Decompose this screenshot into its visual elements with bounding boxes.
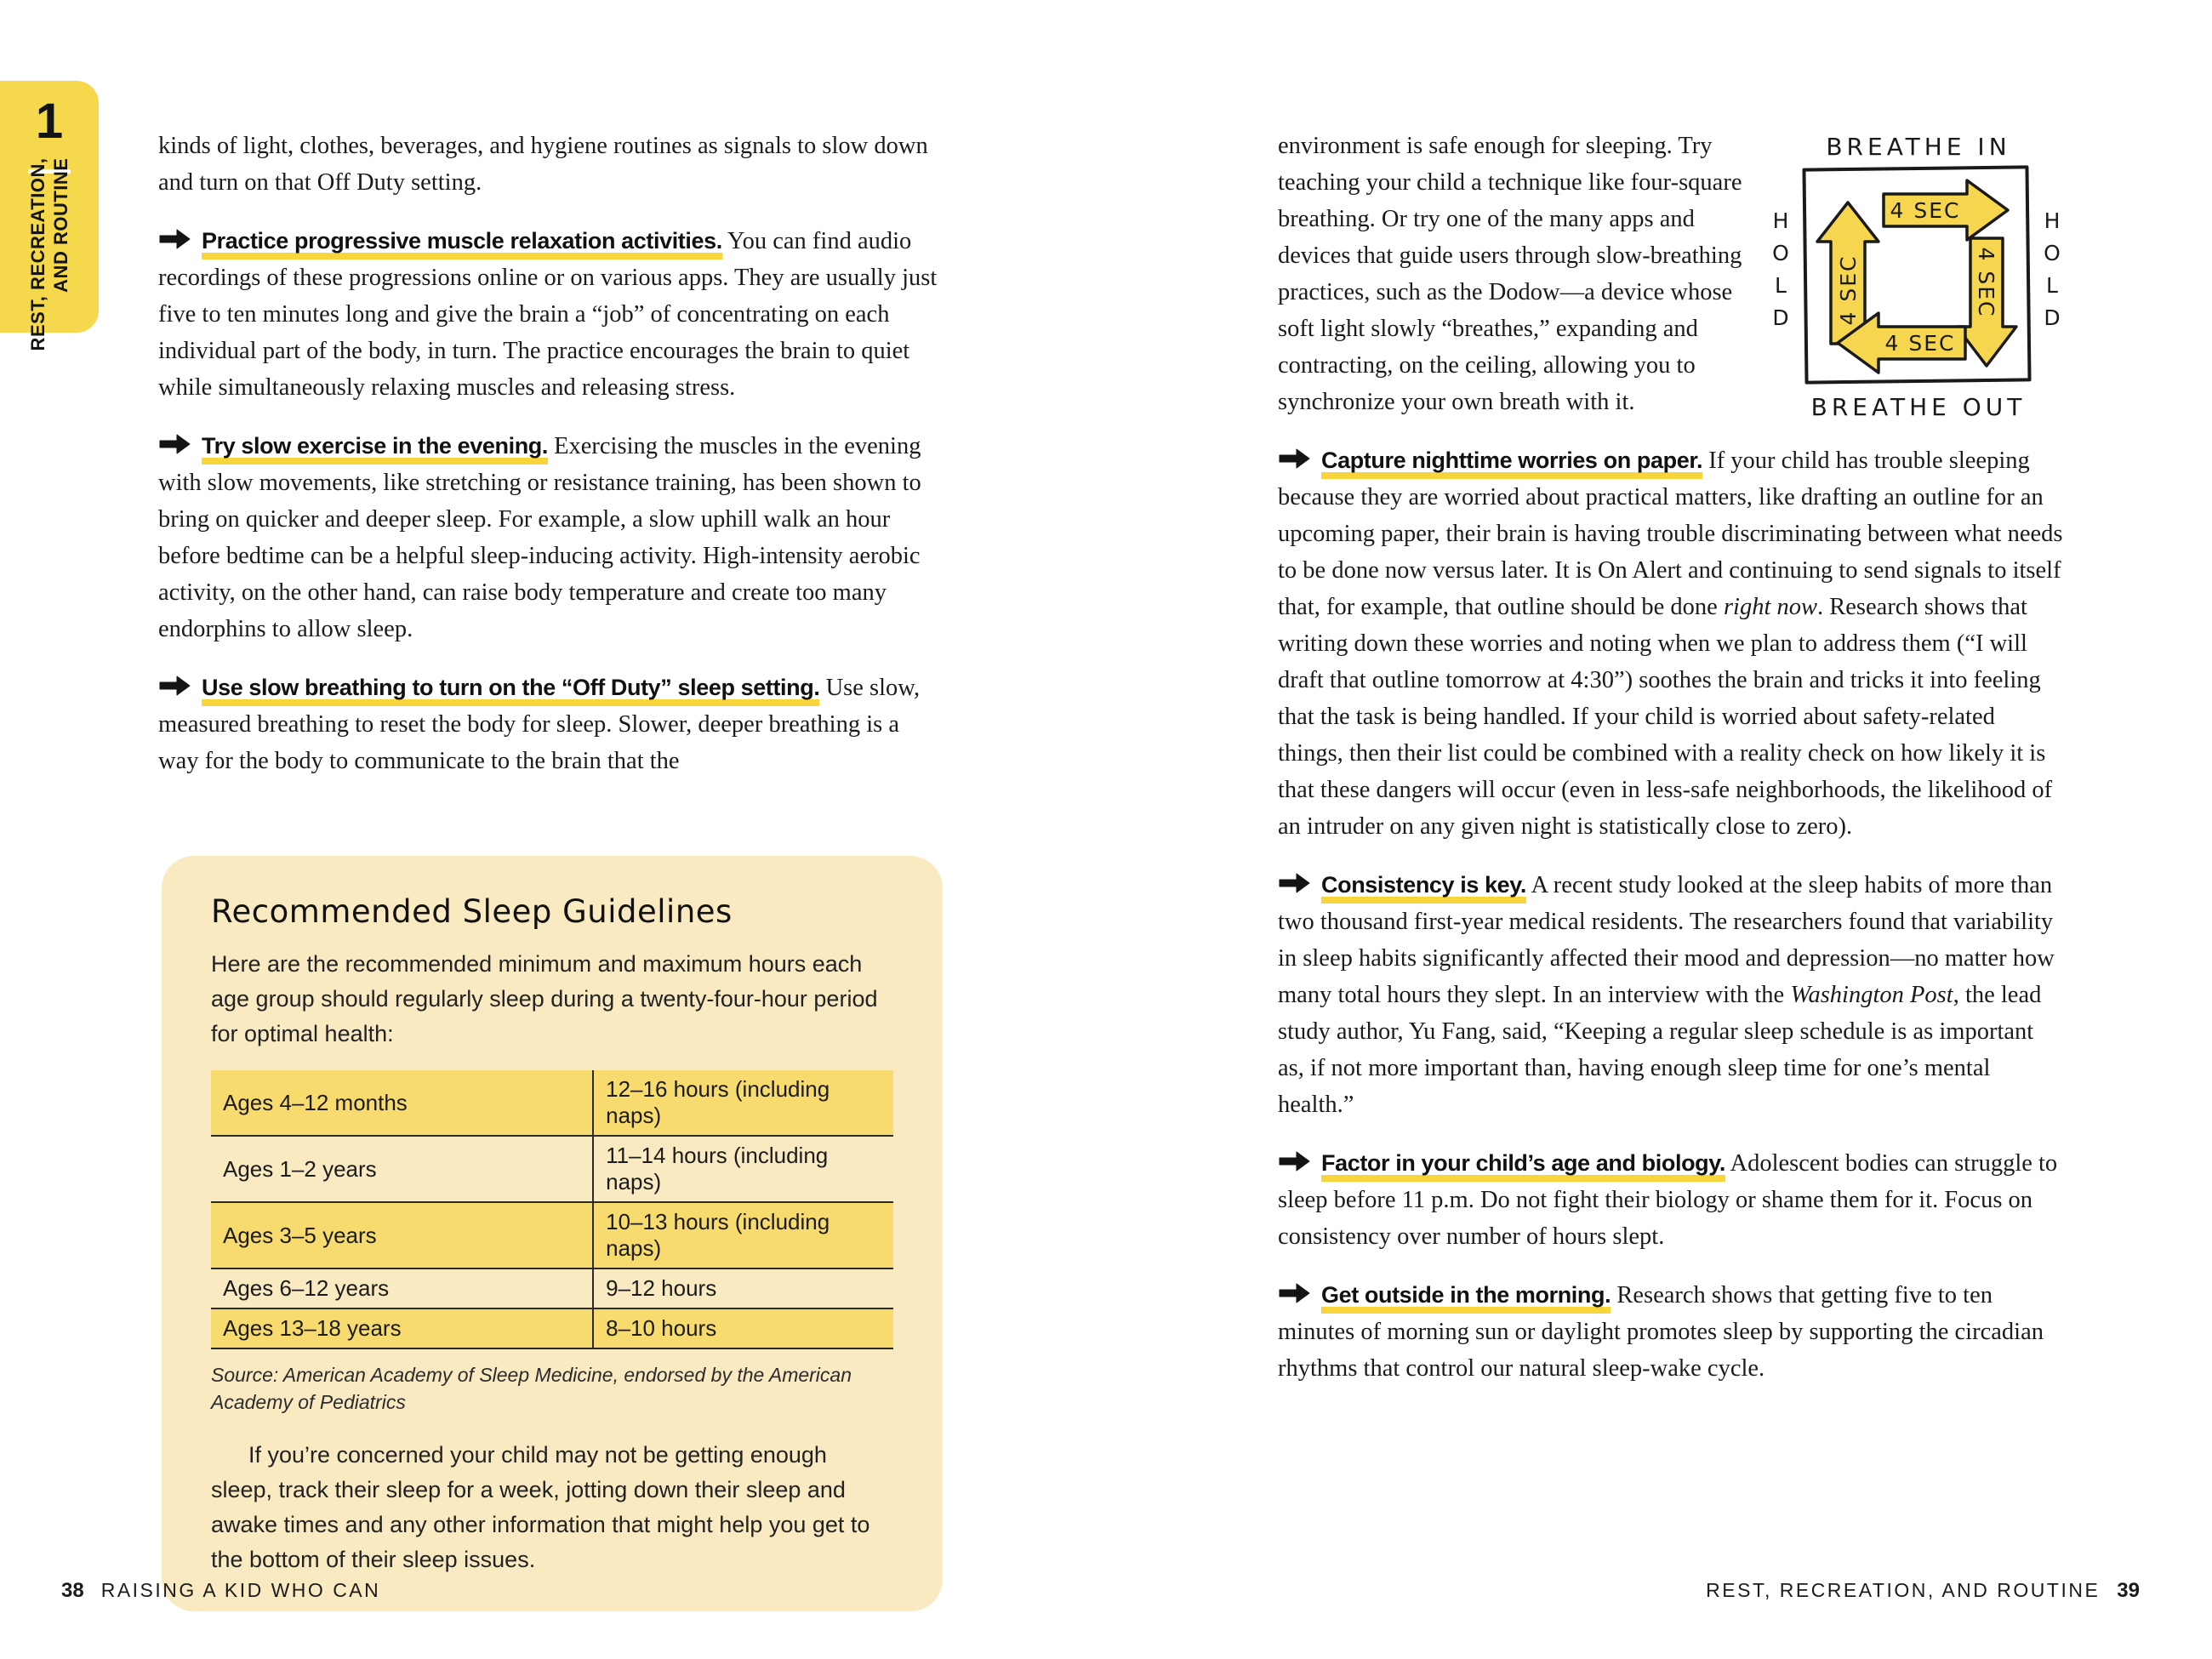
arrow-bullet-icon	[1278, 447, 1310, 470]
age-cell: Ages 6–12 years	[211, 1268, 593, 1308]
bullet-body: Research shows that getting five to ten minutes of morning sun or daylight promotes sleep by supporting the circadian rhythms that control our natural sleep-wake cycle.	[1278, 1282, 2044, 1382]
bullet-body: Use slow, measured breathing to reset the body for sleep. Slower, deeper breathing is a way for the body to communicate to the brain that the	[158, 675, 921, 774]
bullet-item	[1278, 1277, 2066, 1387]
breathing-diagram	[1763, 131, 2066, 430]
chapter-title-footer: REST, RECREATION, AND ROUTINE	[1706, 1579, 2101, 1601]
sec-label-top: 4 SEC	[1890, 198, 1961, 223]
sec-label-right: 4 SEC	[1974, 247, 1998, 318]
age-cell: Ages 3–5 years	[211, 1202, 593, 1268]
bullet-body: If your child has trouble sleeping because they are worried about practical matters, like drafting an outline for an upcoming paper, their brain is having trouble discriminating between what needs to be done now versus later. It is On Alert and continuing to send signals to itself that, for example, that outline should be done	[1278, 448, 2063, 620]
hours-cell: 12–16 hours (including naps)	[593, 1070, 893, 1136]
svg-text:L: L	[1775, 273, 1787, 298]
arrow-bullet-icon	[158, 674, 191, 698]
hold-left-label	[1772, 208, 1789, 330]
sleep-box-outro: If you’re concerned your child may not be getting enough sleep, track their sleep for a week, jotting down their sleep and awake times and any other information that might help you get to the bottom of their sleep issues.	[211, 1442, 870, 1572]
bullet-body: Adolescent bodies can struggle to sleep before 11 p.m. Do not fight their biology or shame them for it. Focus on consistency over number of hours slept.	[1278, 1150, 2058, 1250]
bullet-heading: Consistency is key.	[1321, 872, 1526, 904]
hours-cell: 11–14 hours (including naps)	[593, 1136, 893, 1202]
page-number-right: 39	[2117, 1579, 2140, 1602]
bullet-body-italic: right now	[1723, 594, 1818, 620]
table-row	[211, 1202, 893, 1268]
breathe-out-label: BREATHE OUT	[1810, 393, 2027, 421]
hours-cell: 8–10 hours	[593, 1308, 893, 1348]
bullet-item	[158, 223, 944, 406]
table-row	[211, 1070, 893, 1136]
hours-cell: 10–13 hours (including naps)	[593, 1202, 893, 1268]
table-row	[211, 1136, 893, 1202]
right-column	[1278, 128, 2066, 1387]
hold-right-label	[2044, 208, 2061, 330]
age-cell: Ages 1–2 years	[211, 1136, 593, 1202]
chapter-tab	[0, 81, 99, 351]
sec-label-bottom: 4 SEC	[1884, 331, 1956, 356]
sleep-box-title: Recommended Sleep Guidelines	[211, 893, 733, 930]
footer-left	[61, 1579, 380, 1603]
left-intro-paragraph: kinds of light, clothes, beverages, and hygiene routines as signals to slow down and turn on that Off Duty setting.	[158, 133, 928, 196]
sec-label-left: 4 SEC	[1836, 254, 1861, 326]
svg-text:O: O	[1772, 241, 1789, 265]
bullet-item	[1278, 1145, 2066, 1255]
svg-text:D: D	[2044, 305, 2061, 330]
chapter-title-line1: REST, RECREATION,	[27, 157, 48, 351]
svg-text:H: H	[2044, 208, 2061, 233]
bullet-heading: Capture nighttime worries on paper.	[1321, 448, 1702, 479]
chapter-title-line2: AND ROUTINE	[50, 157, 71, 293]
svg-text:O: O	[2044, 241, 2061, 265]
age-cell: Ages 13–18 years	[211, 1308, 593, 1348]
sleep-box-intro: Here are the recommended minimum and maximum hours each age group should regularly sleep during a twenty-four-hour period for optimal health:	[211, 951, 878, 1046]
bullet-heading: Factor in your child’s age and biology.	[1321, 1150, 1725, 1182]
footer-right	[1706, 1579, 2140, 1603]
sleep-guidelines-table	[211, 1070, 893, 1349]
svg-text:L: L	[2046, 273, 2058, 298]
left-column	[158, 128, 944, 779]
arrow-bullet-icon	[1278, 1281, 1310, 1305]
bullet-body: , the lead study author, Yu Fang, said, “Keeping a regular sleep schedule is as important as, if not more important than, having enough sleep time for one’s mental health.”	[1278, 982, 2042, 1118]
bullet-heading: Try slow exercise in the evening.	[202, 433, 548, 465]
bullet-item	[158, 428, 944, 647]
arrow-bullet-icon	[1278, 871, 1310, 895]
bullet-body: Exercising the muscles in the evening with slow movements, like stretching or resistance training, has been shown to bring on quicker and deeper sleep. For example, a slow uphill walk an hour before bedtime can be a helpful sleep-inducing activity. High-intensity aerobic activity, on the other hand, can raise body temperature and create too many endorphins to allow sleep.	[158, 433, 921, 642]
bullet-body: . Research shows that writing down these worries and noting when we plan to address them (“I will draft that outline tomorrow at 4:30”) soothes the brain and tricks it into feeling that the task is being handled. If your child is worried about safety-related things, then their list could be combined with a reality check on how likely it is that these dangers will occur (even in less-safe neighborhoods, the likelihood of an intruder on any given night is statistically close to zero).	[1278, 594, 2053, 840]
age-cell: Ages 4–12 months	[211, 1070, 593, 1136]
right-intro-paragraph: environment is safe enough for sleeping. Try teaching your child a technique like four-square breathing. Or try one of the many apps and devices that guide users through slow-breathing practices, such as the Dodow—a device whose soft light slowly “breathes,” expanding and contracting, on the ceiling, allowing you to synchronize your own breath with it.	[1278, 133, 1742, 415]
arrow-bullet-icon	[158, 432, 191, 456]
book-title: RAISING A KID WHO CAN	[100, 1579, 381, 1601]
bullet-item	[1278, 442, 2066, 845]
bullet-heading: Use slow breathing to turn on the “Off Duty” sleep setting.	[202, 675, 819, 706]
chapter-number: 1	[35, 94, 64, 149]
table-row	[211, 1308, 893, 1348]
svg-text:H: H	[1772, 208, 1789, 233]
arrow-bullet-icon	[1278, 1149, 1310, 1173]
page-number-left: 38	[61, 1579, 84, 1602]
bullet-item	[1278, 867, 2066, 1123]
bullet-body: A recent study looked at the sleep habits of more than two thousand first-year medical residents. The researchers found that variability in sleep habits significantly affected their mood and depression—no matter how many total hours they slept. In an interview with the	[1278, 872, 2055, 1008]
table-row	[211, 1268, 893, 1308]
breathe-in-label: BREATHE IN	[1826, 133, 2011, 161]
bullet-body: You can find audio recordings of these progressions online or on various apps. They are usually just five to ten minutes long and give the brain a “job” of concentrating on each individual part of the body, in turn. The practice encourages the brain to quiet while simultaneously relaxing muscles and releasing stress.	[158, 228, 938, 401]
tab-title-wrap	[0, 157, 99, 351]
sleep-guidelines-box	[162, 856, 943, 1611]
hours-cell: 9–12 hours	[593, 1268, 893, 1308]
bullet-heading: Get outside in the morning.	[1321, 1282, 1611, 1314]
bullet-body-italic: Washington Post	[1790, 982, 1953, 1008]
bullet-item	[158, 670, 944, 779]
table-source-note: Source: American Academy of Sleep Medicine, endorsed by the American Academy of Pediatrics	[211, 1364, 852, 1413]
bullet-heading: Practice progressive muscle relaxation activities.	[202, 228, 722, 259]
chapter-title-vertical	[26, 158, 72, 351]
arrow-bullet-icon	[158, 227, 191, 251]
svg-text:D: D	[1772, 305, 1789, 330]
